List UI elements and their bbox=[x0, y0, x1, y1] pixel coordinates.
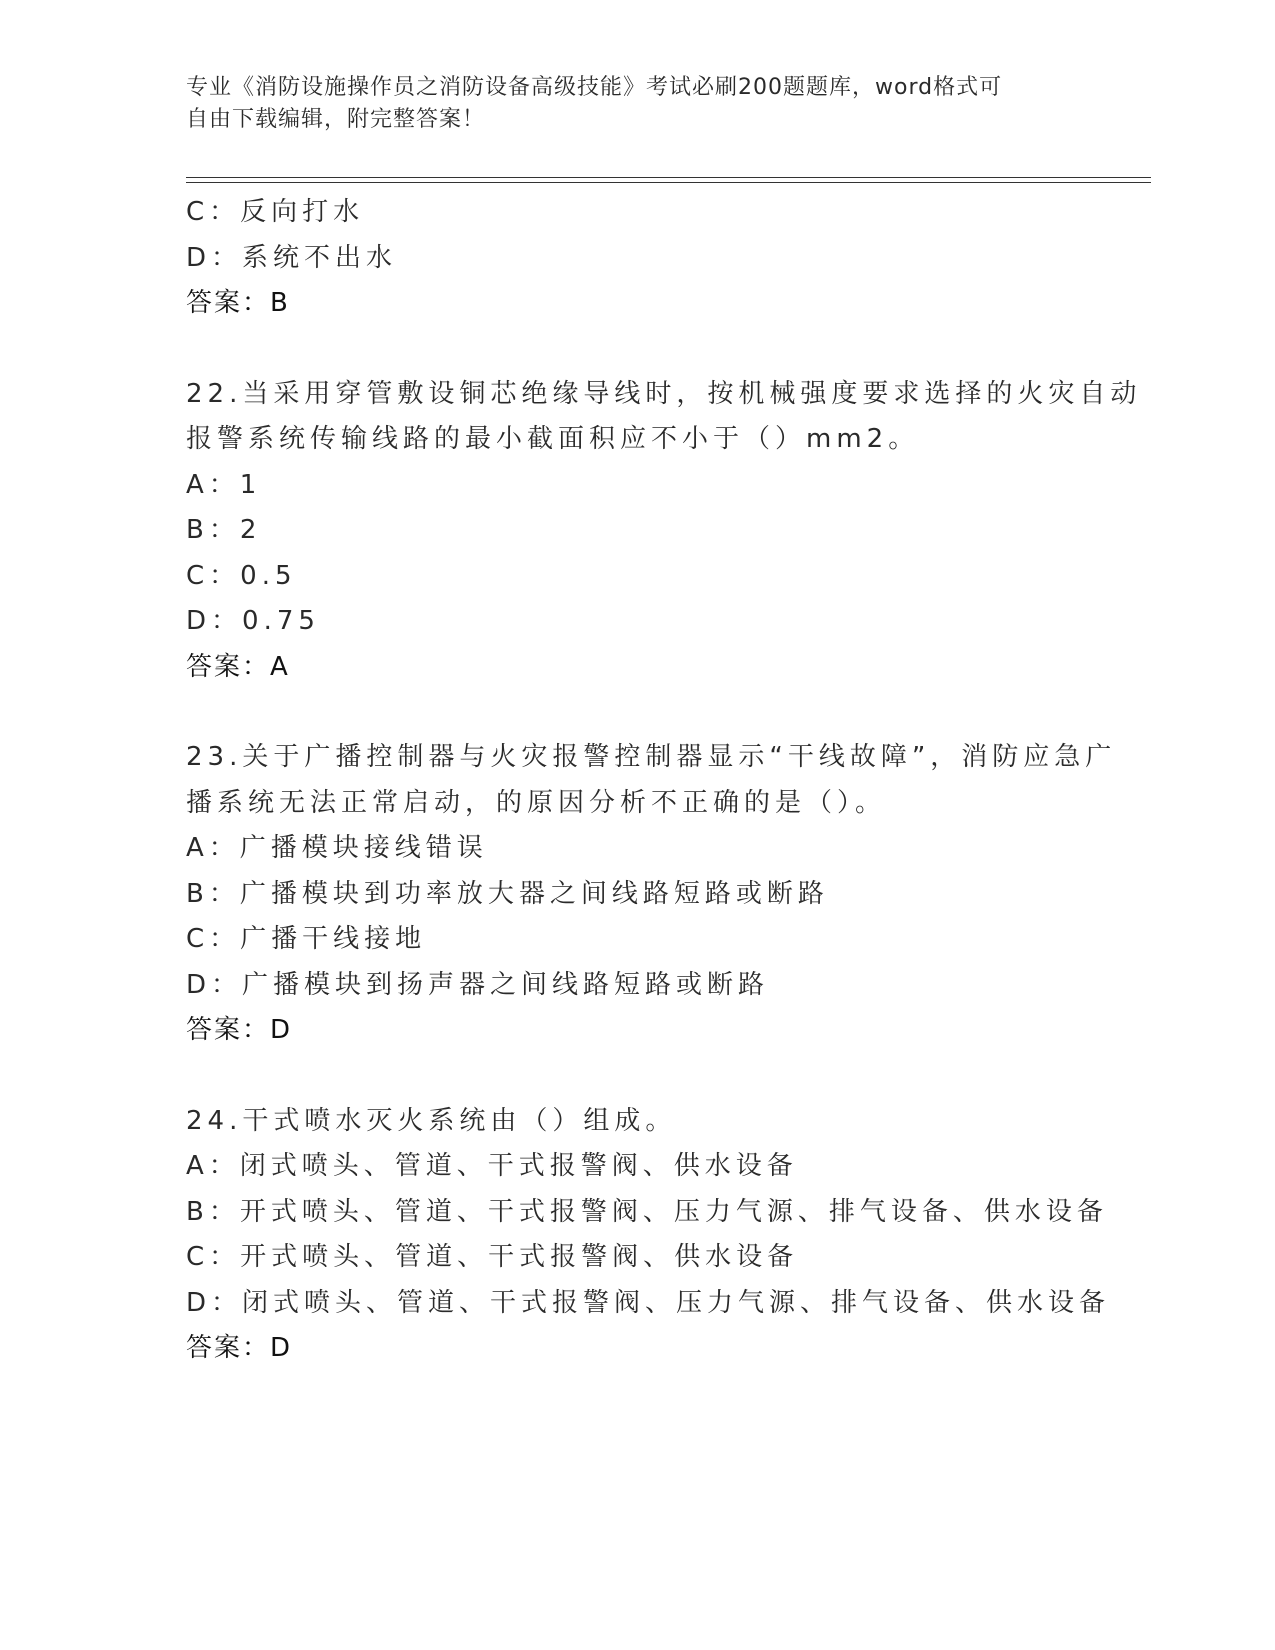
answer: 答案：B bbox=[186, 288, 290, 318]
spacer bbox=[186, 327, 1086, 372]
answer: 答案：D bbox=[186, 1333, 293, 1363]
question-24 bbox=[186, 1099, 1111, 1372]
answer: 答案：D bbox=[186, 1015, 293, 1045]
question-stem: 23.关于广播控制器与火灾报警控制器显示“干线故障”，消防应急广 bbox=[186, 742, 1117, 772]
option-d: D：系统不出水 bbox=[186, 242, 398, 273]
header-divider-top bbox=[186, 177, 1151, 178]
option-a: A：广播模块接线错误 bbox=[186, 833, 488, 863]
option-c: C：0.5 bbox=[186, 560, 297, 591]
option-b: B：广播模块到功率放大器之间线路短路或断路 bbox=[186, 878, 829, 909]
answer: 答案：A bbox=[186, 651, 290, 682]
question-21-tail bbox=[186, 190, 1086, 327]
document-header bbox=[186, 72, 1066, 136]
question-stem: 播系统无法正常启动，的原因分析不正确的是（）。 bbox=[186, 787, 887, 818]
question-stem: 24.干式喷水灭火系统由（）组成。 bbox=[186, 1105, 677, 1136]
question-23 bbox=[186, 735, 1117, 1054]
option-d: D：广播模块到扬声器之间线路短路或断路 bbox=[186, 969, 770, 1000]
option-d: D：闭式喷头、管道、干式报警阀、压力气源、排气设备、供水设备 bbox=[186, 1287, 1111, 1318]
header-line-2: 自由下载编辑，附完整答案！ bbox=[186, 107, 486, 132]
question-list bbox=[186, 190, 1142, 1372]
option-a: A：闭式喷头、管道、干式报警阀、供水设备 bbox=[186, 1151, 798, 1181]
header-line-1: 专业《消防设施操作员之消防设备高级技能》考试必刷200题题库，word格式可 bbox=[186, 75, 1003, 100]
header-divider-bottom bbox=[186, 182, 1151, 183]
question-22 bbox=[186, 372, 1142, 691]
option-b: B：开式喷头、管道、干式报警阀、压力气源、排气设备、供水设备 bbox=[186, 1196, 1108, 1227]
question-stem: 报警系统传输线路的最小截面积应不小于（）mm2。 bbox=[186, 424, 920, 454]
option-c: C：广播干线接地 bbox=[186, 924, 427, 954]
question-stem: 22.当采用穿管敷设铜芯绝缘导线时，按机械强度要求选择的火灾自动 bbox=[186, 378, 1142, 409]
option-d: D：0.75 bbox=[186, 606, 320, 636]
spacer bbox=[186, 690, 1086, 735]
option-c: C：开式喷头、管道、干式报警阀、供水设备 bbox=[186, 1242, 799, 1272]
option-c: C：反向打水 bbox=[186, 197, 365, 227]
option-a: A：1 bbox=[186, 469, 262, 500]
option-b: B：2 bbox=[186, 515, 262, 545]
spacer bbox=[186, 1054, 1086, 1099]
